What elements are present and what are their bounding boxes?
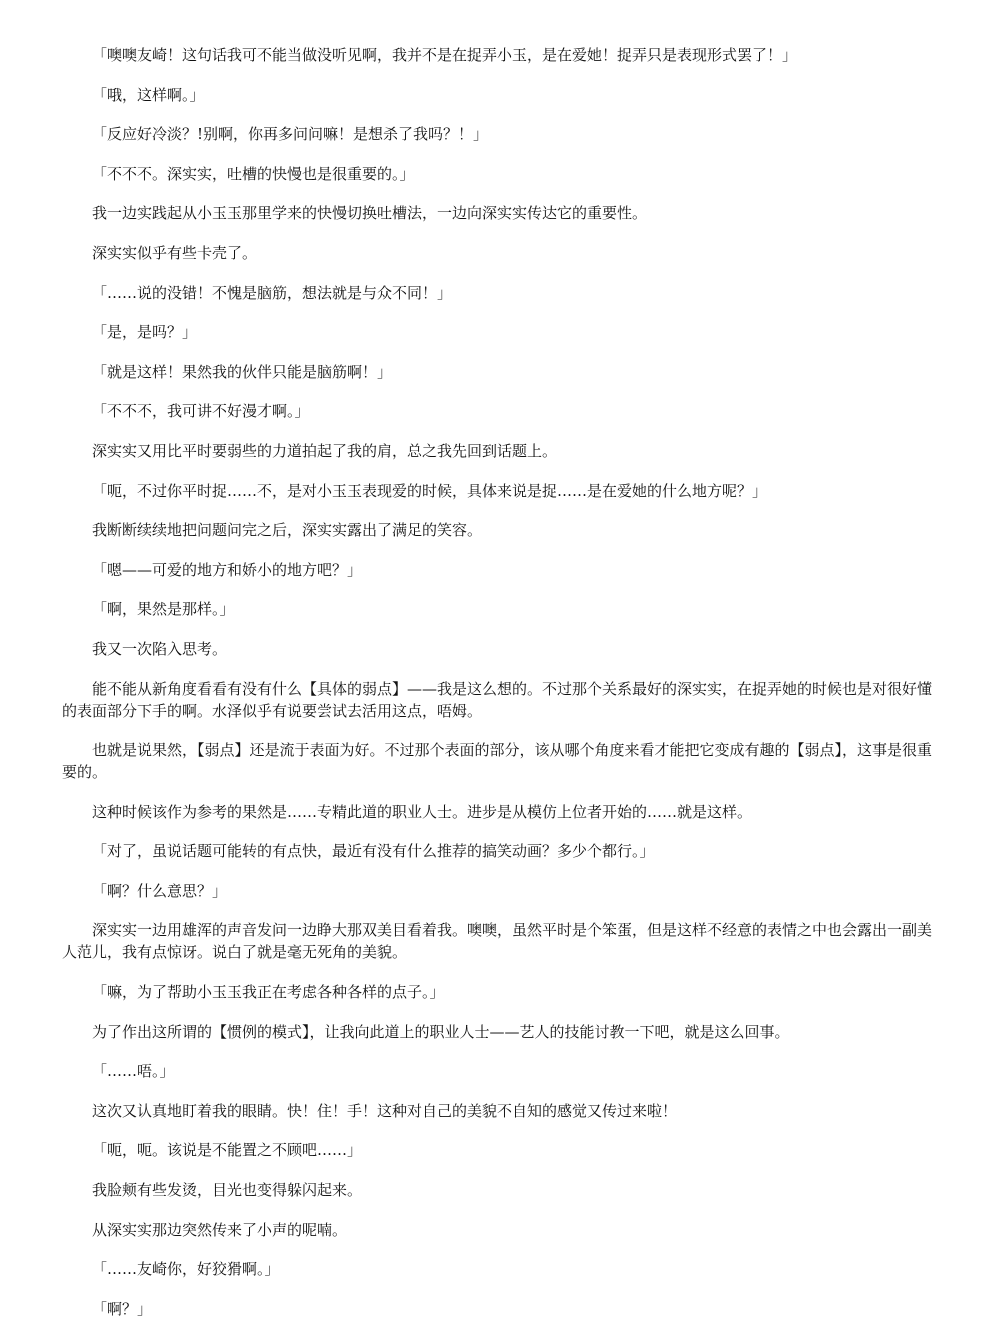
paragraph: 「不不不。深实实，吐槽的快慢也是很重要的。」 xyxy=(92,164,415,183)
paragraph: 「反应好冷淡？!别啊，你再多问问嘛！是想杀了我吗？！」 xyxy=(92,125,489,144)
paragraph: 「呃，不过你平时捉……不，是对小玉玉表现爱的时候，具体来说是捉……是在爱她的什么地方呢？」 xyxy=(92,481,768,500)
paragraph: 这种时候该作为参考的果然是……专精此道的职业人士。进步是从模仿上位者开始的……就是这样。 xyxy=(92,802,753,821)
paragraph: 从深实实那边突然传来了小声的呢喃。 xyxy=(92,1220,348,1239)
paragraph: 这次又认真地盯着我的眼睛。快！住！手！这种对自己的美貌不自知的感觉又传过来啦！ xyxy=(92,1101,678,1120)
paragraph: 「……友崎你，好狡猾啊。」 xyxy=(92,1260,280,1279)
paragraph: 「不不不，我可讲不好漫才啊。」 xyxy=(92,402,310,421)
paragraph: 我又一次陷入思考。 xyxy=(92,639,228,658)
paragraph: 「哦，这样啊。」 xyxy=(92,85,205,104)
paragraph: 深实实一边用雄浑的声音发问一边睁大那双美目看着我。噢噢，虽然平时是个笨蛋，但是这样不经意的表情之中也会露出一副美人范儿，我有点惊讶。说白了就是毫无死角的美貌。 xyxy=(62,921,933,962)
paragraph: 「对了，虽说话题可能转的有点快，最近有没有什么推荐的搞笑动画？多少个都行。」 xyxy=(92,842,655,861)
paragraph: 「嘛，为了帮助小玉玉我正在考虑各种各样的点子。」 xyxy=(92,983,445,1002)
paragraph: 「就是这样！果然我的伙伴只能是脑筋啊！」 xyxy=(92,362,393,381)
paragraph: 为了作出这所谓的【惯例的模式】，让我向此道上的职业人士——艺人的技能讨教一下吧，就是这么回事。 xyxy=(92,1022,790,1041)
paragraph: 「啊？」 xyxy=(92,1299,153,1318)
paragraph: 「是，是吗？」 xyxy=(92,323,198,342)
paragraph: 深实实又用比平时要弱些的力道拍起了我的肩，总之我先回到话题上。 xyxy=(92,441,558,460)
paragraph: 「嗯——可爱的地方和娇小的地方吧？」 xyxy=(92,560,363,579)
paragraph: 深实实似乎有些卡壳了。 xyxy=(92,243,258,262)
paragraph: 「……说的没错！不愧是脑筋，想法就是与众不同！」 xyxy=(92,283,453,302)
paragraph: 「噢噢友崎！这句话我可不能当做没听见啊，我并不是在捉弄小玉，是在爱她！捉弄只是表现形式罢了！」 xyxy=(92,46,798,64)
paragraph: 「……唔。」 xyxy=(92,1062,175,1081)
paragraph: 我一边实践起从小玉玉那里学来的快慢切换吐槽法，一边向深实实传达它的重要性。 xyxy=(92,204,648,223)
paragraph: 我脸颊有些发烫，目光也变得躲闪起来。 xyxy=(92,1181,363,1200)
paragraph: 能不能从新角度看看有没有什么【具体的弱点】——我是这么想的。不过那个关系最好的深实实，在捉弄她的时候也是对很好懂的表面部分下手的啊。水泽似乎有说要尝试去活用这点，唔姆。 xyxy=(62,679,933,720)
paragraph: 「啊？什么意思？」 xyxy=(92,881,228,900)
paragraph: 「啊，果然是那样。」 xyxy=(92,600,235,619)
paragraph: 我断断续续地把问题问完之后，深实实露出了满足的笑容。 xyxy=(92,521,483,540)
paragraph: 「呃，呃。该说是不能置之不顾吧……」 xyxy=(92,1141,363,1160)
paragraph: 也就是说果然，【弱点】还是流于表面为好。不过那个表面的部分，该从哪个角度来看才能把它变成有趣的【弱点】，这事是很重要的。 xyxy=(62,741,933,782)
